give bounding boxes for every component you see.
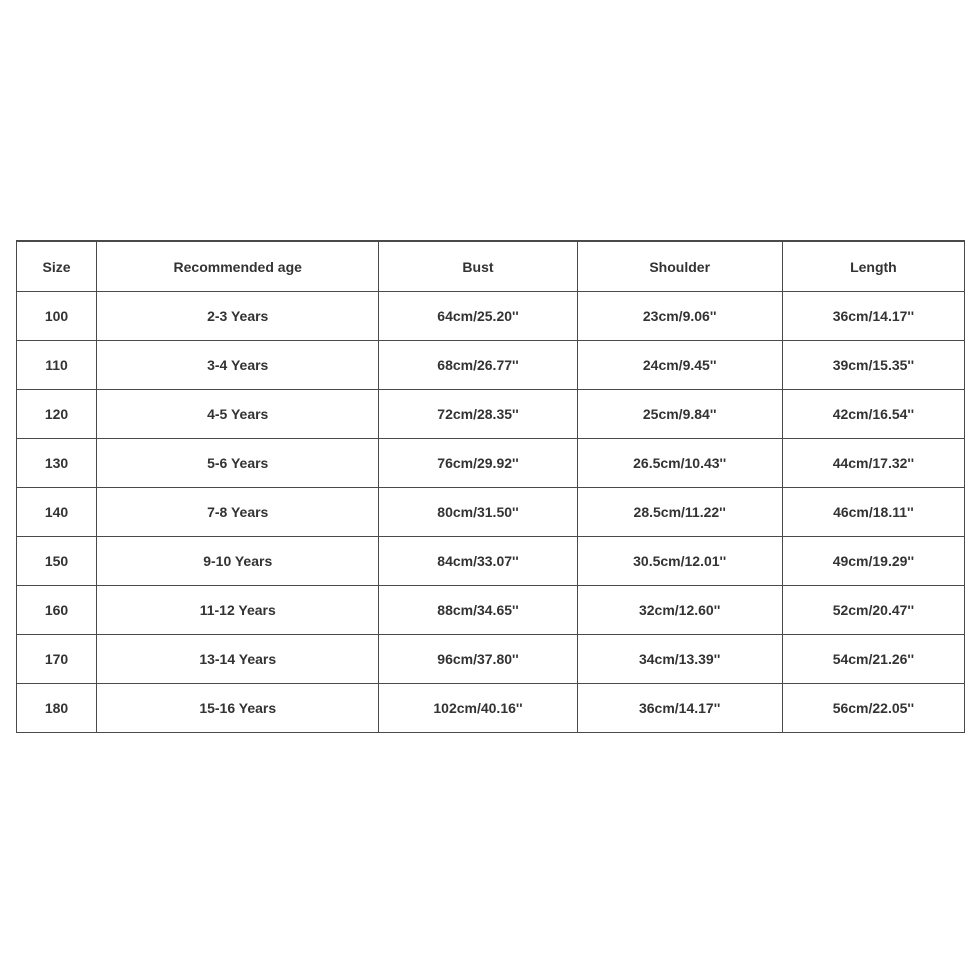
table-row	[17, 635, 965, 684]
header-size: Size	[17, 241, 97, 292]
header-recommended-age: Recommended age	[97, 241, 379, 292]
cell-length: 46cm/18.11''	[782, 488, 964, 537]
cell-recommended-age: 11-12 Years	[97, 586, 379, 635]
cell-shoulder: 25cm/9.84''	[577, 390, 782, 439]
table-row	[17, 488, 965, 537]
cell-size: 100	[17, 292, 97, 341]
cell-length: 39cm/15.35''	[782, 341, 964, 390]
cell-shoulder: 34cm/13.39''	[577, 635, 782, 684]
cell-bust: 84cm/33.07''	[379, 537, 577, 586]
cell-size: 180	[17, 684, 97, 733]
cell-length: 56cm/22.05''	[782, 684, 964, 733]
table-row	[17, 341, 965, 390]
cell-bust: 64cm/25.20''	[379, 292, 577, 341]
cell-bust: 96cm/37.80''	[379, 635, 577, 684]
cell-shoulder: 32cm/12.60''	[577, 586, 782, 635]
cell-size: 140	[17, 488, 97, 537]
size-chart-table	[16, 240, 965, 733]
cell-size: 160	[17, 586, 97, 635]
cell-length: 49cm/19.29''	[782, 537, 964, 586]
cell-size: 130	[17, 439, 97, 488]
cell-recommended-age: 15-16 Years	[97, 684, 379, 733]
cell-shoulder: 28.5cm/11.22''	[577, 488, 782, 537]
cell-shoulder: 36cm/14.17''	[577, 684, 782, 733]
table-header-row	[17, 241, 965, 292]
cell-length: 44cm/17.32''	[782, 439, 964, 488]
cell-length: 52cm/20.47''	[782, 586, 964, 635]
cell-size: 170	[17, 635, 97, 684]
cell-size: 120	[17, 390, 97, 439]
cell-shoulder: 30.5cm/12.01''	[577, 537, 782, 586]
cell-bust: 102cm/40.16''	[379, 684, 577, 733]
cell-recommended-age: 9-10 Years	[97, 537, 379, 586]
cell-length: 36cm/14.17''	[782, 292, 964, 341]
cell-bust: 80cm/31.50''	[379, 488, 577, 537]
cell-recommended-age: 7-8 Years	[97, 488, 379, 537]
header-shoulder: Shoulder	[577, 241, 782, 292]
cell-size: 150	[17, 537, 97, 586]
table-row	[17, 390, 965, 439]
cell-shoulder: 26.5cm/10.43''	[577, 439, 782, 488]
table-row	[17, 292, 965, 341]
header-length: Length	[782, 241, 964, 292]
cell-recommended-age: 13-14 Years	[97, 635, 379, 684]
cell-shoulder: 24cm/9.45''	[577, 341, 782, 390]
cell-recommended-age: 5-6 Years	[97, 439, 379, 488]
table-row	[17, 586, 965, 635]
cell-bust: 76cm/29.92''	[379, 439, 577, 488]
cell-bust: 88cm/34.65''	[379, 586, 577, 635]
table-row	[17, 439, 965, 488]
cell-recommended-age: 3-4 Years	[97, 341, 379, 390]
cell-bust: 68cm/26.77''	[379, 341, 577, 390]
table-row	[17, 684, 965, 733]
cell-recommended-age: 2-3 Years	[97, 292, 379, 341]
cell-recommended-age: 4-5 Years	[97, 390, 379, 439]
table-row	[17, 537, 965, 586]
header-bust: Bust	[379, 241, 577, 292]
cell-length: 42cm/16.54''	[782, 390, 964, 439]
cell-size: 110	[17, 341, 97, 390]
cell-length: 54cm/21.26''	[782, 635, 964, 684]
cell-shoulder: 23cm/9.06''	[577, 292, 782, 341]
cell-bust: 72cm/28.35''	[379, 390, 577, 439]
